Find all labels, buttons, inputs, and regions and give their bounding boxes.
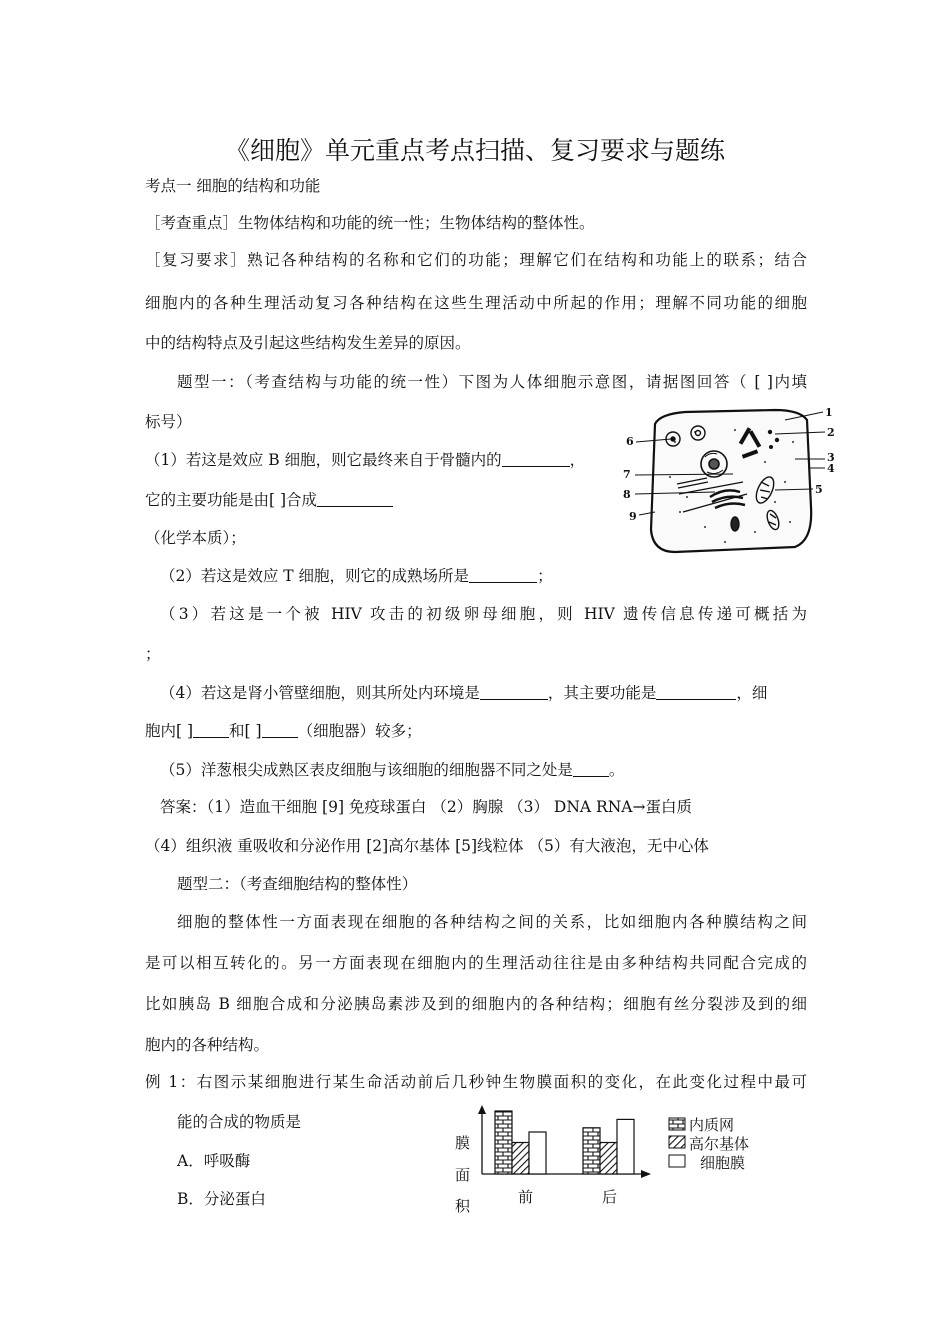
q1-part5 — [160, 760, 624, 780]
cell-label: 7 — [623, 468, 631, 481]
q1-part2 — [160, 566, 553, 586]
ylabel — [455, 1134, 471, 1215]
cell-membrane — [651, 410, 811, 552]
answer-blank[interactable] — [573, 761, 609, 777]
x-tick-label: 前 — [518, 1188, 534, 1206]
answer-blank[interactable] — [656, 684, 736, 700]
q1-part4-text-a: （4）若这是肾小管壁细胞，则其所处内环境是 — [160, 684, 480, 702]
example1-line-2: 能的合成的物质是 — [177, 1113, 302, 1131]
answer-blank[interactable] — [469, 567, 537, 583]
bar-golgi — [512, 1143, 529, 1175]
bar-er — [583, 1128, 600, 1174]
q1-part1-line-a — [145, 450, 585, 470]
x-tick-labels — [518, 1188, 617, 1206]
q1-part5-text: （5）洋葱根尖成熟区表皮细胞与该细胞的细胞器不同之处是 — [160, 761, 573, 779]
option-b: B．分泌蛋白 — [177, 1190, 266, 1208]
cell-label: 2 — [827, 426, 835, 439]
q1-part3-line-2: ； — [145, 645, 161, 663]
exam-focus: ［考查重点］生物体结构和功能的统一性；生物体结构的整体性。 — [145, 214, 595, 232]
q1-part1-text: （1）若这是效应 B 细胞，则它最终来自于骨髓内的 — [145, 451, 502, 469]
bar-golgi — [600, 1143, 617, 1175]
cell-diagram — [615, 402, 845, 567]
q2-para-line-1: 细胞的整体性一方面表现在细胞的各种结构之间的关系，比如细胞内各种膜结构之间 — [177, 913, 807, 931]
cell-label: 3 — [827, 451, 835, 464]
q1-part4-line-1 — [160, 683, 767, 703]
example1-line-1: 例 1：右图示某细胞进行某生命活动前后几秒钟生物膜面积的变化，在此变化过程中最可 — [145, 1073, 807, 1091]
y-axis-arrow — [478, 1105, 486, 1114]
legend — [669, 1116, 749, 1172]
q1-part4-line-2 — [145, 721, 422, 741]
q1-part3-line-1: （3）若这是一个被 HIV 攻击的初级卵母细胞，则 HIV 遗传信息传递可概括为 — [160, 605, 807, 623]
ylabel-char: 面 — [455, 1166, 471, 1184]
legend-label: 细胞膜 — [700, 1154, 746, 1172]
q2-intro: 题型二：（考查细胞结构的整体性） — [177, 875, 418, 893]
q1-intro-line-1: 题型一：（考查结构与功能的统一性）下图为人体细胞示意图，请据图回答（ [ ]内填 — [177, 373, 807, 391]
q1-part1-text-b: 它的主要功能是由[ ]合成 — [145, 491, 318, 509]
q1-part4-text-b: ，其主要功能是 — [547, 684, 657, 702]
answer-blank[interactable] — [193, 722, 229, 738]
q2-para-line-2: 是可以相互转化的。另一方面表现在细胞内的生理活动往往是由多种结构共同配合完成的 — [145, 954, 807, 972]
q1-part4-text-c: ，细 — [736, 684, 768, 702]
answer-line-1: 答案：（1）造血干细胞 [9] 免疫球蛋白 （2）胸腺 （3） DNA RNA→蛋白质 — [160, 798, 692, 816]
answer-blank[interactable] — [317, 491, 393, 507]
legend-swatch-golgi — [669, 1136, 685, 1148]
punct: ， — [569, 451, 586, 469]
cell-label: 1 — [825, 406, 833, 419]
q1-intro-line-2: 标号） — [145, 413, 192, 431]
punct: 。 — [608, 761, 625, 779]
q1-part2-text: （2）若这是效应 T 细胞，则它的成熟场所是 — [160, 567, 470, 585]
q1-part4-text-e: 和[ ] — [229, 722, 262, 740]
bar-membrane — [529, 1132, 546, 1174]
punct: ； — [537, 567, 553, 585]
legend-swatch-membrane — [669, 1155, 685, 1167]
bar-er — [495, 1111, 512, 1174]
ylabel-char: 积 — [455, 1197, 471, 1215]
review-req-line-2: 细胞内的各种生理活动复习各种结构在这些生理活动中所起的作用；理解不同功能的细胞 — [145, 294, 807, 312]
page-title: 《细胞》单元重点考点扫描、复习要求与题练 — [224, 136, 725, 165]
cell-label: 6 — [626, 435, 634, 448]
x-axis-arrow — [641, 1170, 651, 1178]
answer-line-2: （4）组织液 重吸收和分泌作用 [2]高尔基体 [5]线粒体 （5）有大液泡，无中心体 — [145, 837, 709, 855]
ylabel-char: 膜 — [455, 1134, 471, 1152]
answer-blank[interactable] — [502, 451, 570, 467]
bar-membrane — [617, 1119, 634, 1174]
cell-label: 5 — [815, 483, 823, 496]
cell-label: 4 — [827, 462, 835, 475]
review-req-line-1: ［复习要求］熟记各种结构的名称和它们的功能；理解它们在结构和功能上的联系；结合 — [145, 251, 807, 269]
q2-para-line-4: 胞内的各种结构。 — [145, 1036, 270, 1054]
answer-blank[interactable] — [262, 722, 298, 738]
membrane-area-chart — [445, 1100, 765, 1220]
q1-part1-line-c: （化学本质）； — [145, 529, 246, 547]
q1-part1-line-b — [145, 490, 393, 510]
x-tick-label: 后 — [602, 1188, 618, 1206]
answer-blank[interactable] — [480, 684, 548, 700]
section-heading: 考点一 细胞的结构和功能 — [145, 177, 321, 195]
q2-para-line-3: 比如胰岛 B 细胞合成和分泌胰岛素涉及到的细胞内的各种结构；细胞有丝分裂涉及到的细 — [145, 995, 807, 1013]
legend-label: 内质网 — [689, 1116, 735, 1134]
legend-swatch-er — [669, 1118, 685, 1130]
review-req-line-3: 中的结构特点及引起这些结构发生差异的原因。 — [145, 334, 471, 352]
cell-label: 8 — [623, 488, 631, 501]
legend-label: 高尔基体 — [689, 1135, 750, 1153]
cell-label: 9 — [629, 510, 637, 523]
bars-group — [495, 1111, 634, 1174]
q1-part4-text-d: 胞内[ ] — [145, 722, 194, 740]
option-a: A．呼吸酶 — [177, 1152, 251, 1170]
q1-part4-text-f: （细胞器）较多； — [297, 722, 422, 740]
